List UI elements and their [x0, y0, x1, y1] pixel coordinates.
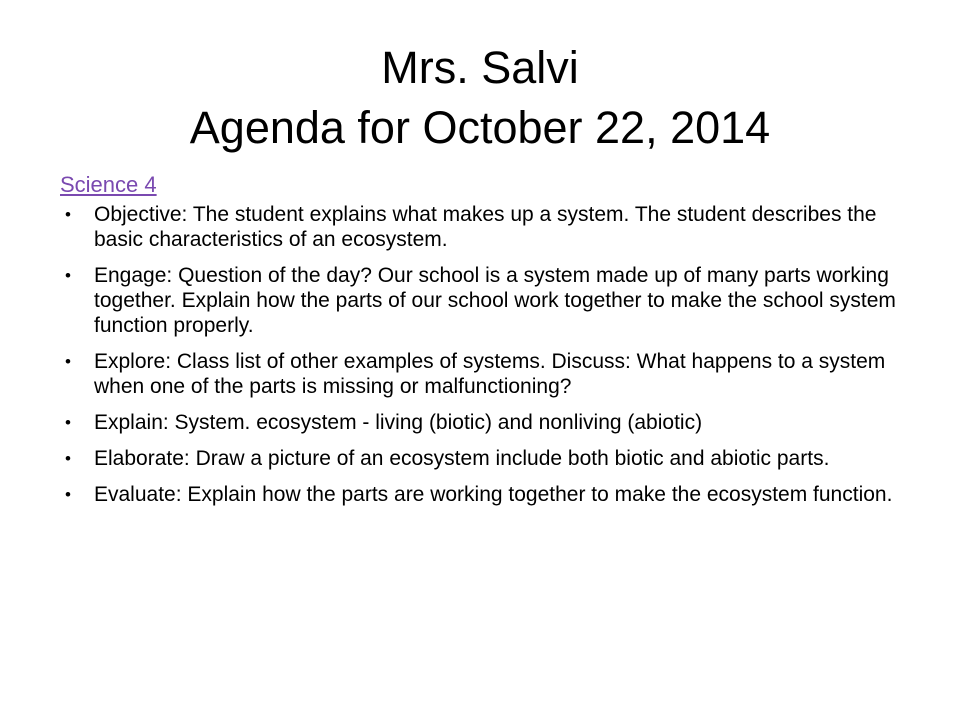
- bullet-icon: •: [65, 485, 71, 504]
- title-teacher-name: Mrs. Salvi: [381, 42, 579, 93]
- agenda-item-text: Evaluate: Explain how the parts are working together to make the ecosystem function.: [94, 483, 893, 506]
- bullet-icon: •: [65, 205, 71, 224]
- bullet-icon: •: [65, 266, 71, 285]
- bullet-icon: •: [65, 352, 71, 371]
- agenda-item-elaborate: [60, 446, 900, 471]
- science-4-link[interactable]: Science 4: [60, 172, 157, 197]
- agenda-item-explore: [60, 349, 900, 399]
- agenda-item-objective: [60, 202, 900, 252]
- agenda-item-text: Engage: Question of the day? Our school is a system made up of many parts working together. Explain how the parts of our school work together to make the school system function properly.: [94, 264, 896, 337]
- agenda-item-text: Explain: System. ecosystem - living (biotic) and nonliving (abiotic): [94, 411, 703, 434]
- agenda-list: [60, 202, 900, 507]
- bullet-icon: •: [65, 413, 71, 432]
- agenda-content: [60, 172, 900, 518]
- agenda-item-text: Objective: The student explains what makes up a system. The student describes the basic characteristics of an ecosystem.: [94, 203, 877, 251]
- bullet-icon: •: [65, 449, 71, 468]
- title-agenda-date: Agenda for October 22, 2014: [189, 102, 771, 153]
- agenda-item-engage: [60, 263, 900, 338]
- agenda-item-text: Elaborate: Draw a picture of an ecosystem include both biotic and abiotic parts.: [94, 447, 830, 470]
- agenda-item-text: Explore: Class list of other examples of systems. Discuss: What happens to a system when one of the parts is missing or malfunctioning?: [94, 350, 886, 398]
- agenda-item-explain: [60, 410, 900, 435]
- page-title: [40, 38, 920, 158]
- agenda-item-evaluate: [60, 482, 900, 507]
